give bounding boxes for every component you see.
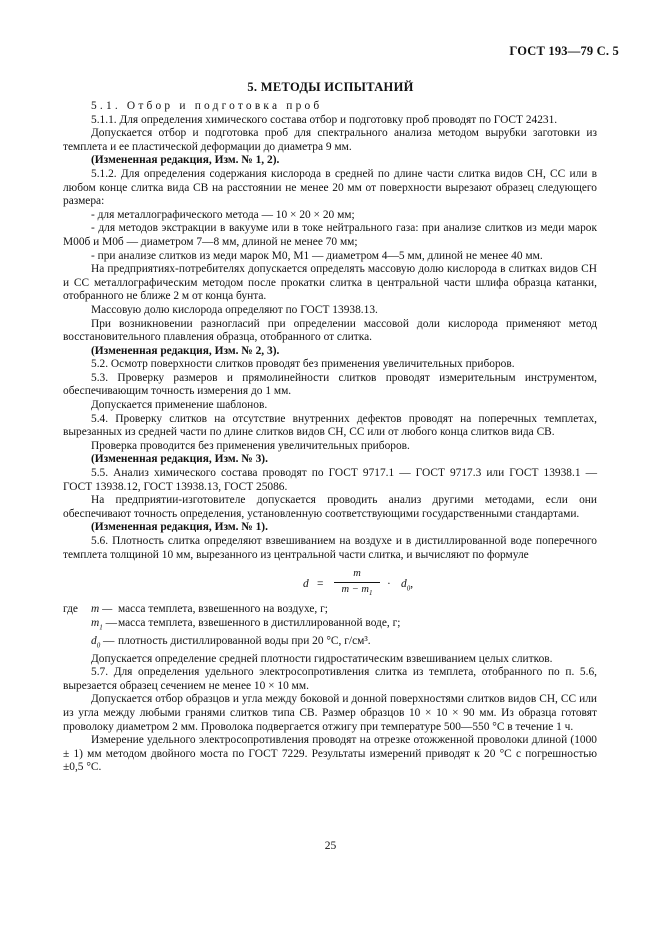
legend-description: масса темплета, взвешенного в дистиллированной воде, г; — [118, 616, 401, 629]
body-text — [63, 100, 597, 775]
paragraph-5-1-1: 5.1.1. Для определения химического состава отбор и подготовку проб проводят по ГОСТ 24231. — [91, 113, 558, 126]
paragraph-5-1: 5.1. Отбор и подготовка проб — [91, 100, 323, 112]
running-header: ГОСТ 193—79 С. 5 — [509, 44, 619, 58]
legend-symbol: m — — [91, 603, 113, 616]
formula-legend-row — [63, 635, 597, 653]
revision-note: (Измененная редакция, Изм. № 2, 3). — [91, 344, 280, 357]
revision-note: (Измененная редакция, Изм. № 1, 2). — [91, 154, 280, 167]
formula-equals: = — [317, 578, 324, 591]
density-formula — [63, 567, 597, 601]
list-item: - при анализе слитков из меди марок М0, М1 — диаметром 4—5 мм, длиной не менее 40 мм. — [91, 249, 543, 262]
legend-symbol: $d_0$ — — [91, 634, 115, 649]
formula-dot: · — [387, 578, 391, 591]
paragraph: Проверка проводится без применения увеличительных приборов. — [91, 439, 410, 452]
list-item: - для металлографического метода — 10 × 20 × 20 мм; — [91, 208, 355, 221]
paragraph-5-3: 5.3. Проверку размеров и прямолинейности слитков проводят измерительным инструментом, обеспечивающим точность измерения до 1 мм. — [63, 371, 597, 398]
legend-symbol: $m_1$ — — [91, 616, 117, 632]
paragraph: На предприятиях-потребителях допускается определять массовую долю кислорода в слитках видов СН и СС металлографическим методом после прокатки слитка в центральной части шлифа образца катанки, отобранного не ближе 2 м от конца бунта. — [63, 263, 597, 303]
paragraph-5-1-2: 5.1.2. Для определения содержания кислорода в средней по длине части слитка видов СН, СС или в любом конце слитка вида СВ на расстоянии не менее 20 мм от поверхности вырезают образец следующего размера: — [63, 167, 597, 208]
legend-description: плотность дистиллированной воды при 20 °С, г/см³. — [118, 634, 371, 647]
paragraph: Допускается применение шаблонов. — [91, 399, 268, 412]
paragraph: Массовую долю кислорода определяют по ГОСТ 13938.13. — [91, 303, 378, 316]
legend-description: масса темплета, взвешенного на воздухе, г; — [118, 603, 328, 616]
paragraph-5-7: 5.7. Для определения удельного электросопротивления слитка из темплета, отобранного по п. 5.6, вырезается образец сечением не менее 10 × 10 мм. — [63, 666, 597, 692]
paragraph-5-6: 5.6. Плотность слитка определяют взвешиванием на воздухе и в дистиллированной воде поперечного темплета толщиной 10 мм, вырезанного из центральной части слитка, и вычисляют по формуле — [63, 535, 597, 561]
legend-where: где — [63, 603, 78, 616]
revision-note: (Измененная редакция, Изм. № 1). — [91, 521, 268, 534]
revision-note: (Измененная редакция, Изм. № 3). — [91, 453, 268, 466]
paragraph-5-5: 5.5. Анализ химического состава проводят по ГОСТ 9717.1 — ГОСТ 9717.3 или ГОСТ 13938.1 — ГОСТ 13938.12, ГОСТ 13938.13, ГОСТ 25086. — [63, 467, 597, 493]
formula-lhs: d — [303, 578, 309, 591]
formula-denominator: $m - m_1$ — [341, 583, 373, 597]
list-item: - для методов экстракции в вакууме или в токе нейтрального газа: при анализе слитков из меди марок М00б и М0б — диаметром 7—8 мм, длиной не менее 70 мм; — [63, 222, 597, 248]
page-number: 25 — [324, 840, 337, 852]
section-title: 5. МЕТОДЫ ИСПЫТАНИЙ — [247, 80, 414, 94]
paragraph: Измерение удельного электросопротивления проводят на отрезке отожженной проволоки длиной (1000 ± 1) мм методом двойного моста по ГОСТ 7229. Результаты измерений приводят к 20 °С с погрешностью ±0,5 °С. — [63, 734, 597, 774]
paragraph-5-4: 5.4. Проверку слитков на отсутствие внутренних дефектов проводят на поперечных темплетах, вырезанных из средней части по длине слитков видов СН, СС или от любого конца слитков вида СВ. — [63, 412, 597, 439]
formula-legend-row — [63, 617, 597, 635]
formula-factor: $d_0$, — [401, 578, 414, 593]
formula-numerator: m — [334, 567, 380, 583]
paragraph-5-2: 5.2. Осмотр поверхности слитков проводят без применения увеличительных приборов. — [91, 358, 515, 371]
paragraph: На предприятии-изготовителе допускается проводить анализ другими методами, если они обеспечивают точность определения, установленную соответствующими государственными стандартами. — [63, 494, 597, 520]
paragraph: При возникновении разногласий при определении массовой доли кислорода применяют метод восстановительного плавления образца, отобранного от слитка. — [63, 317, 597, 344]
paragraph: Допускается определение средней плотности гидростатическим взвешиванием целых слитков. — [91, 652, 553, 665]
formula-legend-row — [63, 603, 597, 617]
paragraph: Допускается отбор и подготовка проб для спектрального анализа методом вырубки заготовки из темплета и ее пластической деформации до диаметра 9 мм. — [63, 127, 597, 153]
formula-fraction — [334, 567, 380, 600]
paragraph: Допускается отбор образцов и угла между боковой и донной поверхностями слитков видов СН, СС или из угла между любыми гранями слитков типа СВ. Размер образцов 10 × 10 × 90 мм. Из образца готовят проволоку диаметром 2 мм. Проволока подвергается отжигу при температуре 500—550 °С в течение 1 ч. — [63, 693, 597, 733]
